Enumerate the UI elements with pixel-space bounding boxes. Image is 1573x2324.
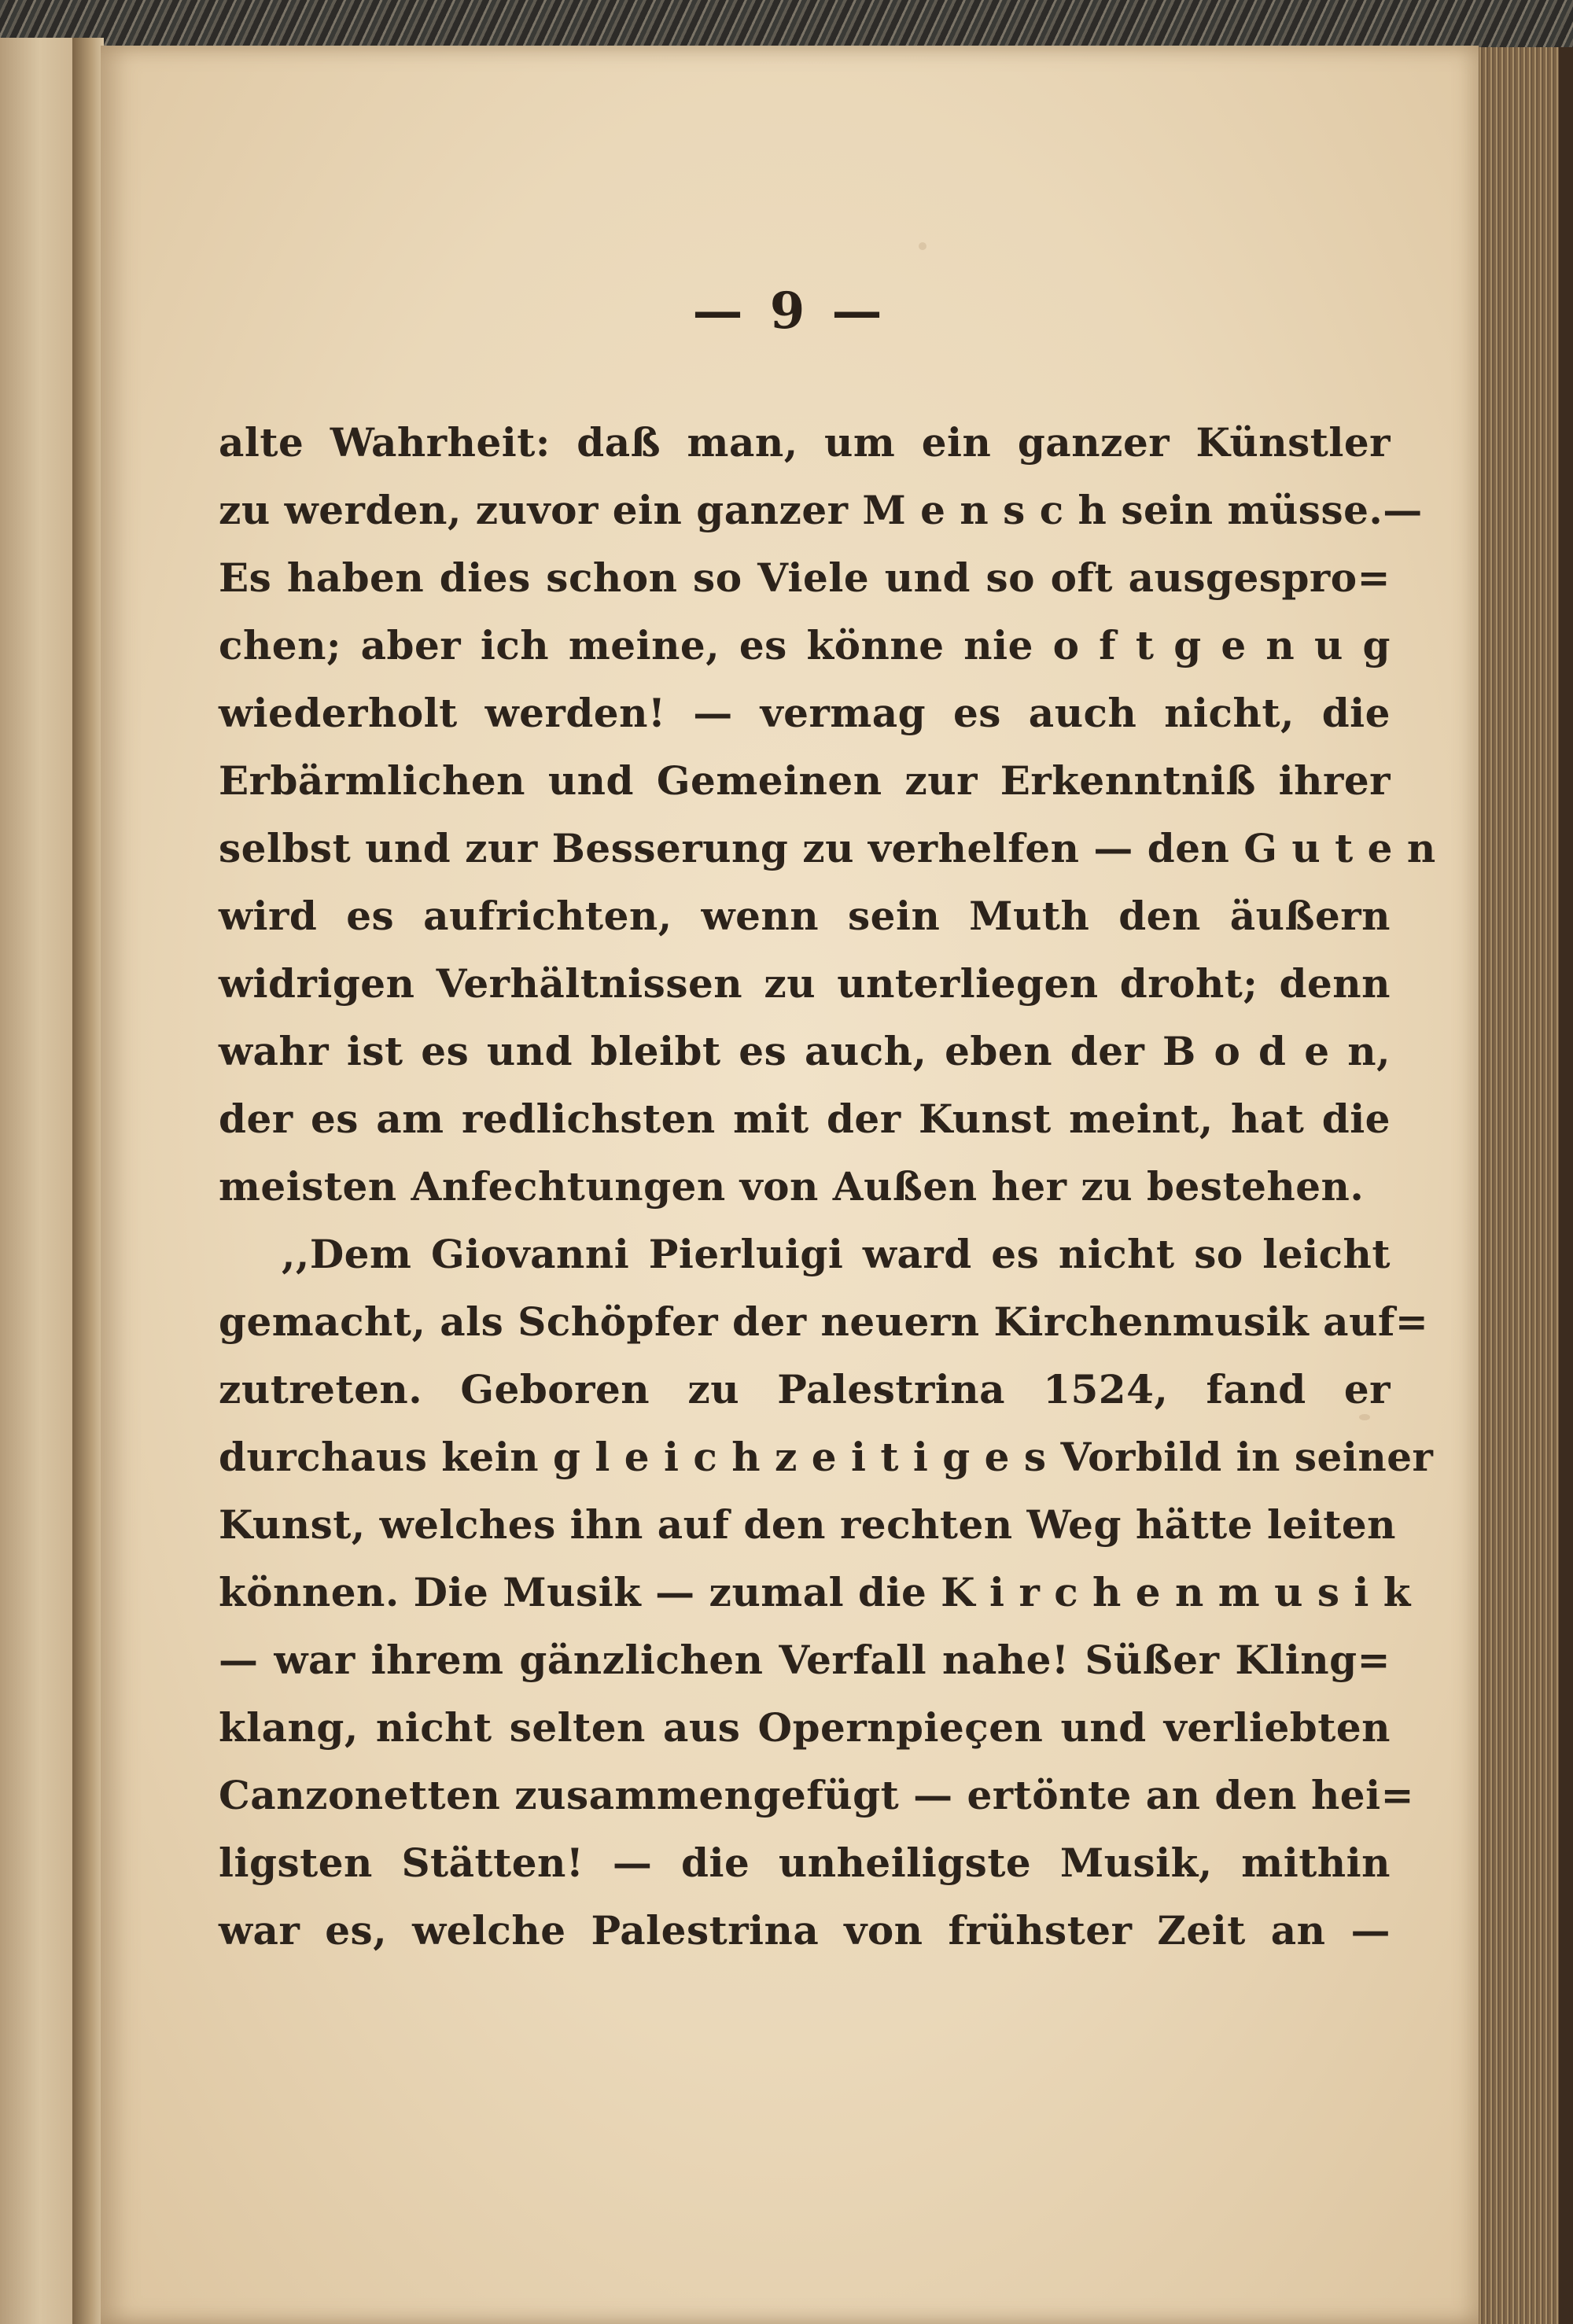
text-line: selbst und zur Besserung zu verhelfen — den G u t e n <box>219 825 1436 871</box>
text-line: Kunst, welches ihn auf den rechten Weg hätte leiten <box>219 1501 1397 1548</box>
text-line: können. Die Musik — zumal die K i r c h e n m u s i k <box>219 1569 1411 1615</box>
facing-page-edge <box>0 38 75 2324</box>
text-line: klang, nicht selten aus Opernpieçen und verliebten <box>219 1704 1391 1751</box>
text-line: zutreten. Geboren zu Palestrina 1524, fand er <box>219 1366 1391 1412</box>
text-line: wird es aufrichten, wenn sein Muth den äußern <box>219 893 1391 939</box>
text-line: wahr ist es und bleibt es auch, eben der B o d e n, <box>219 1028 1391 1074</box>
page-number: — 9 — <box>692 282 887 341</box>
text-line: wiederholt werden! — vermag es auch nicht, die <box>219 690 1391 736</box>
text-line: der es am redlichsten mit der Kunst meint, hat die <box>219 1096 1391 1142</box>
text-line: chen; aber ich meine, es könne nie o f t g e n u g <box>219 622 1391 668</box>
text-line: Canzonetten zusammengefügt — ertönte an den hei= <box>219 1772 1414 1818</box>
text-line: Es haben dies schon so Viele und so oft ausgespro= <box>219 554 1391 601</box>
text-line: alte Wahrheit: daß man, um ein ganzer Künstler <box>219 419 1391 466</box>
text-line: ,,Dem Giovanni Pierluigi ward es nicht so leicht <box>282 1231 1391 1277</box>
text-line: zu werden, zuvor ein ganzer M e n s c h sein müsse.— <box>219 487 1423 533</box>
text-line: durchaus kein g l e i c h z e i t i g e s Vorbild in seiner <box>219 1434 1434 1480</box>
paper-spot <box>919 242 926 250</box>
text-line: war es, welche Palestrina von frühster Zeit an — <box>219 1907 1391 1954</box>
text-line: meisten Anfechtungen von Außen her zu bestehen. <box>219 1163 1365 1210</box>
text-line: — war ihrem gänzlichen Verfall nahe! Süßer Kling= <box>219 1637 1391 1683</box>
text-line: gemacht, als Schöpfer der neuern Kirchenmusik auf= <box>219 1298 1429 1345</box>
text-line: ligsten Stätten! — die unheiligste Musik, mithin <box>219 1840 1391 1886</box>
text-line: widrigen Verhältnissen zu unterliegen droht; denn <box>219 960 1391 1007</box>
body-text <box>219 409 1436 1965</box>
cover-edge <box>1559 47 1573 2324</box>
book-page <box>101 46 1479 2324</box>
book-gutter <box>72 38 104 2324</box>
text-line: Erbärmlichen und Gemeinen zur Erkenntniß ihrer <box>219 757 1391 804</box>
